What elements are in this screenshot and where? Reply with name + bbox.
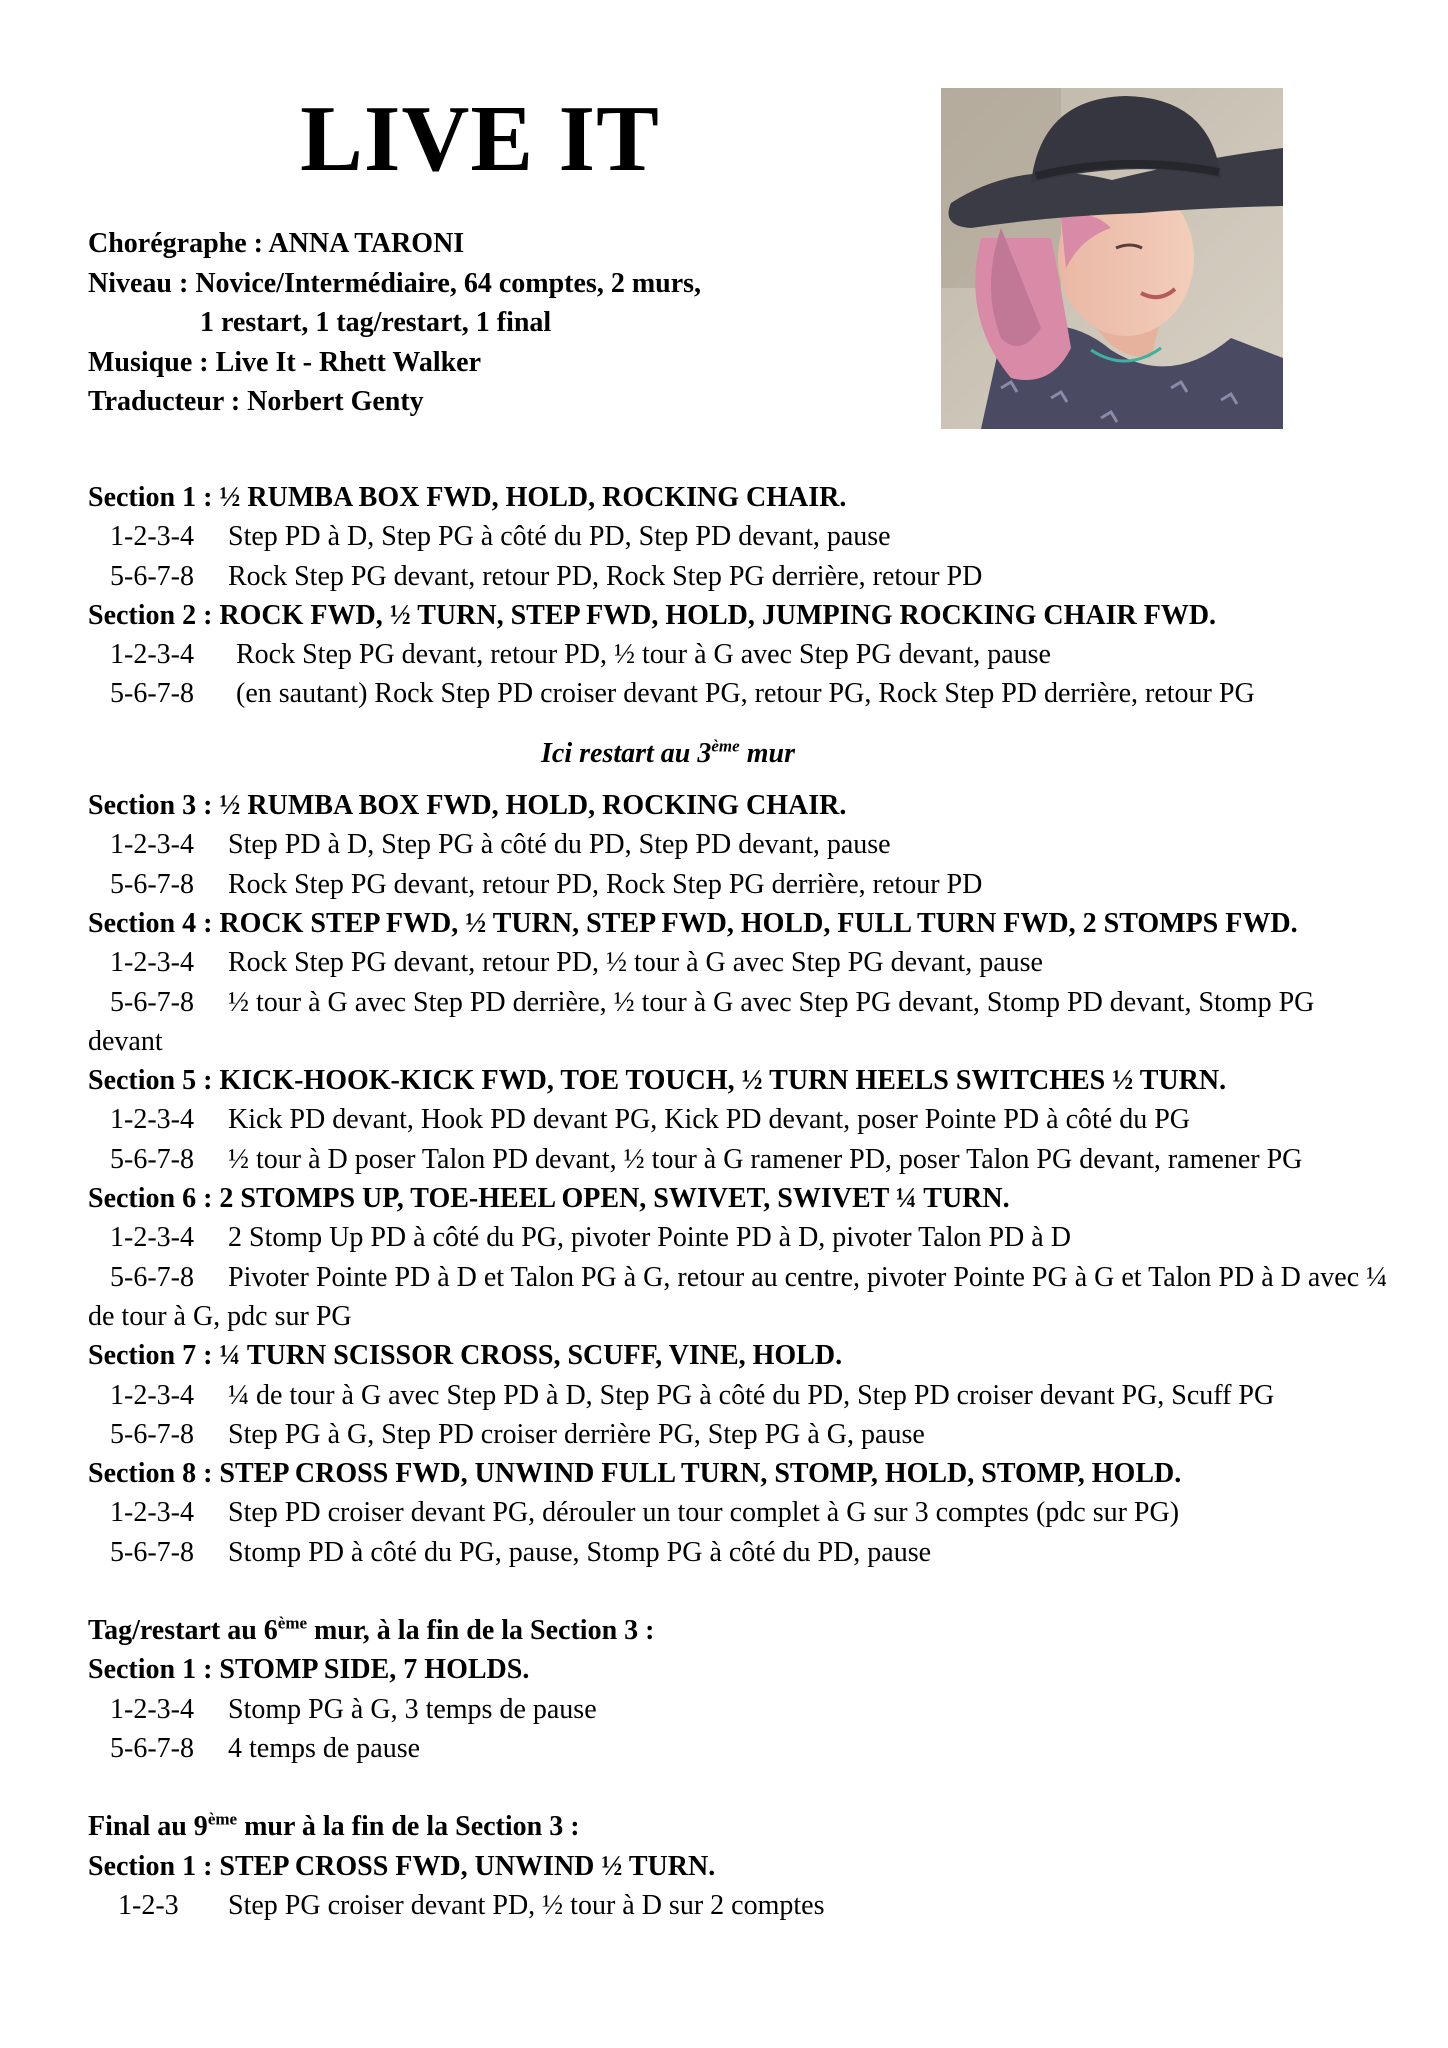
step-count: 5-6-7-8 [110,560,194,592]
step-count: 5-6-7-8 [110,678,194,710]
level-line-continued: 1 restart, 1 tag/restart, 1 final [200,307,552,338]
tag-intro-text: Tag/restart au 6 [88,1615,278,1647]
step-row [88,983,1388,1062]
music-line: Musique : Live It - Rhett Walker [88,346,482,378]
tag-section-heading: Section 1 : STOMP SIDE, 7 HOLDS. [88,1654,530,1686]
final-intro-text-end: mur à la fin de la Section 3 : [237,1811,580,1843]
restart-note-text-end: mur [739,737,795,769]
step-row [88,1218,1388,1257]
step-sheet [88,478,1388,1925]
step-description: Step PG croiser devant PD, ½ tour à D sur 2 comptes [228,1889,825,1921]
step-description: Step PD croiser devant PG, dérouler un tour complet à G sur 3 comptes (pdc sur PG) [228,1497,1180,1529]
section-heading: Section 1 : ½ RUMBA BOX FWD, HOLD, ROCKING CHAIR. [88,482,847,513]
final-section-heading: Section 1 : STEP CROSS FWD, UNWIND ½ TURN. [88,1850,716,1882]
step-row [88,1140,1388,1179]
step-count: 5-6-7-8 [110,1536,194,1568]
step-count: 1-2-3-4 [110,1693,194,1725]
translator-line: Traducteur : Norbert Genty [88,386,424,417]
step-count: 5-6-7-8 [110,1732,194,1764]
step-count: 1-2-3-4 [110,1497,194,1529]
final-intro [88,1807,1388,1846]
step-description: ½ tour à G avec Step PD derrière, ½ tour à G avec Step PG devant, Stomp PD devant, Stomp PG devant [88,986,1315,1057]
step-row [88,1258,1388,1337]
tag-intro-text-end: mur, à la fin de la Section 3 : [307,1615,655,1647]
step-count: 5-6-7-8 [110,868,194,900]
choreographer-line: Chorégraphe : ANNA TARONI [88,228,465,259]
restart-note [88,734,1248,773]
step-row [88,1886,1388,1925]
step-row [88,1729,1388,1768]
step-description: Step PG à G, Step PD croiser derrière PG, Step PG à G, pause [228,1418,925,1450]
step-description: (en sautant) Rock Step PD croiser devant PG, retour PG, Rock Step PD derrière, retour PG [236,678,1255,710]
step-row [88,1415,1388,1454]
step-description: 2 Stomp Up PD à côté du PG, pivoter Pointe PD à D, pivoter Talon PD à D [228,1222,1071,1254]
step-row [88,1376,1388,1415]
step-description: Rock Step PG devant, retour PD, Rock Step PG derrière, retour PD [228,868,983,900]
step-count: 1-2-3-4 [110,947,194,979]
final-intro-text: Final au 9 [88,1811,208,1843]
dance-info [88,224,888,422]
section-heading: Section 3 : ½ RUMBA BOX FWD, HOLD, ROCKING CHAIR. [88,790,847,822]
step-row [88,557,1388,596]
section-heading: Section 5 : KICK-HOOK-KICK FWD, TOE TOUCH, ½ TURN HEELS SWITCHES ½ TURN. [88,1065,1227,1097]
tag-intro-ordinal: ème [277,1613,308,1633]
step-description: Step PD à D, Step PG à côté du PD, Step PD devant, pause [228,829,891,861]
step-description: Rock Step PG devant, retour PD, Rock Step PG derrière, retour PD [228,560,983,592]
step-description: Kick PD devant, Hook PD devant PG, Kick PD devant, poser Pointe PD à côté du PG [228,1104,1191,1136]
step-description: ¼ de tour à G avec Step PD à D, Step PG à côté du PD, Step PD croiser devant PG, Scuff PG [228,1379,1275,1411]
step-count: 1-2-3-4 [110,1104,194,1136]
step-count: 1-2-3-4 [110,829,194,861]
step-count: 5-6-7-8 [110,986,194,1018]
step-row [88,1690,1388,1729]
step-row [88,1533,1388,1572]
step-row [88,865,1388,904]
restart-note-text: Ici restart au 3 [541,737,712,769]
step-description: Stomp PG à G, 3 temps de pause [228,1693,597,1725]
step-description: 4 temps de pause [228,1732,421,1764]
restart-note-ordinal: ème [711,736,740,756]
step-description: Pivoter Pointe PD à D et Talon PG à G, retour au centre, pivoter Pointe PG à G et Talon PD à D avec ¼ de tour à G, pdc sur PG [88,1261,1388,1332]
section-heading: Section 4 : ROCK STEP FWD, ½ TURN, STEP FWD, HOLD, FULL TURN FWD, 2 STOMPS FWD. [88,907,1298,939]
step-row [88,943,1388,982]
step-count: 1-2-3-4 [110,1222,194,1254]
level-line: Niveau : Novice/Intermédiaire, 64 comptes, 2 murs, [88,267,702,299]
step-row [88,635,1388,674]
step-count: 1-2-3-4 [110,521,194,553]
choreographer-photo [941,88,1283,429]
step-row [88,674,1388,713]
step-description: Stomp PD à côté du PG, pause, Stomp PG à côté du PD, pause [228,1536,932,1568]
section-heading: Section 6 : 2 STOMPS UP, TOE-HEEL OPEN, SWIVET, SWIVET ¼ TURN. [88,1183,1010,1215]
section-heading: Section 2 : ROCK FWD, ½ TURN, STEP FWD, HOLD, JUMPING ROCKING CHAIR FWD. [88,599,1217,631]
step-description: Step PD à D, Step PG à côté du PD, Step PD devant, pause [228,521,891,553]
final-intro-ordinal: ème [207,1809,238,1829]
step-count: 5-6-7-8 [110,1143,194,1175]
step-row [88,825,1388,864]
step-count: 5-6-7-8 [110,1418,194,1450]
step-row [88,1493,1388,1532]
section-heading: Section 7 : ¼ TURN SCISSOR CROSS, SCUFF, VINE, HOLD. [88,1340,843,1372]
step-description: ½ tour à D poser Talon PD devant, ½ tour à G ramener PD, poser Talon PG devant, ramener PG [228,1143,1303,1175]
dance-title: LIVE IT [300,87,660,191]
section-heading: Section 8 : STEP CROSS FWD, UNWIND FULL TURN, STOMP, HOLD, STOMP, HOLD. [88,1458,1182,1490]
step-row [88,517,1388,556]
step-row [88,1100,1388,1139]
step-description: Rock Step PG devant, retour PD, ½ tour à G avec Step PG devant, pause [236,639,1051,671]
step-count: 5-6-7-8 [110,1261,194,1293]
tag-intro [88,1611,1388,1650]
step-count: 1-2-3-4 [110,639,194,671]
step-description: Rock Step PG devant, retour PD, ½ tour à G avec Step PG devant, pause [228,947,1043,979]
step-count: 1-2-3-4 [110,1379,194,1411]
step-count: 1-2-3 [118,1889,179,1921]
